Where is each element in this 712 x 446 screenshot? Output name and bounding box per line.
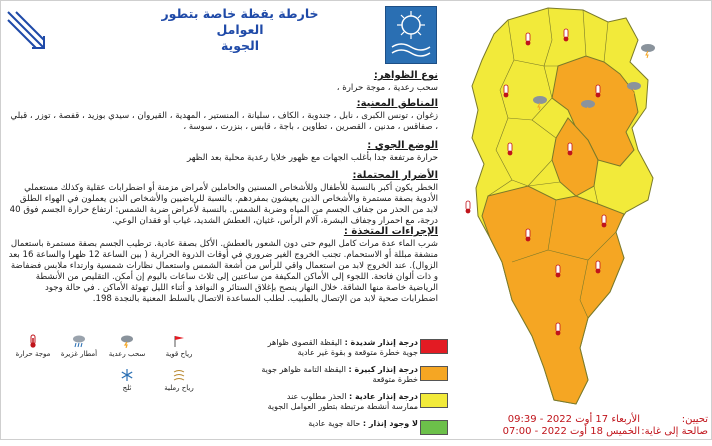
weather-text: حرارة مرتفعة جدا بأغلب الجهات مع ظهور خلايا رعدية محلية بعد الظهر [186, 153, 438, 163]
sand-wind-icon [172, 368, 186, 382]
level-normal [258, 392, 448, 416]
phenomena-heading: نوع الظواهر: [373, 70, 438, 81]
snow-icon [120, 368, 134, 382]
legend-strong-wind [156, 334, 202, 359]
section-risks [8, 170, 438, 227]
heatwave-icon [556, 323, 561, 335]
issued-label: تحيين: [681, 414, 708, 425]
level-desc: اليقظة القصوى ظواهر جوية خطرة متوقعة و بقوة غير عادية [267, 338, 418, 357]
level-desc: حالة جوية عادية [308, 419, 361, 428]
legend-icons [10, 334, 245, 404]
legend-label: موجة حرارة [15, 350, 51, 358]
arrow-logo-icon [4, 8, 48, 52]
heatwave-icon [508, 143, 513, 155]
heatwave-icon [564, 29, 569, 41]
legend-label: سحب رعدية [108, 350, 146, 358]
heatwave-icon [526, 229, 531, 241]
thunderstorm-icon [641, 44, 655, 58]
level-swatch [420, 393, 448, 408]
regions-heading: المناطق المعنية: [356, 98, 438, 109]
level-title: درجة إنذار شديدة : [344, 338, 418, 347]
legend-heavy-rain [56, 334, 102, 359]
warning-levels [258, 338, 448, 446]
heatwave-icon [596, 85, 601, 97]
legend-label: ثلج [122, 384, 132, 392]
level-title: درجة إنذار عادية : [348, 392, 418, 401]
legend-label: رياح رملية [164, 384, 194, 392]
section-actions [8, 226, 438, 305]
heatwave-icon [26, 334, 40, 348]
legend-heatwave [10, 334, 56, 359]
valid-until-label: صالحة إلى غاية: [641, 426, 708, 437]
risks-text: الخطر يكون أكبر بالنسبة للأطفال وللأشخاص المسنين والحاملين لأمراض مزمنة أو اضطرابات عقلية وكذلك مستعملي الأدوية بصفة مستمرة والأشخاص الذين يعيشون بمفردهم. بالنسبة للرياضيين والأشخاص الذين يعملون في الهواء الطلق لابد من الحذر من جفاف الجسم من المياه وضربة الشمس. بالنسبة لأعراض ضربة الشمس: ارتفاع حرارة الجسم فوق 40 درجة، مع احمرار وجفاف البشرة، آلام الرأس، غثيان، العطش الشديد، غياب أو فقدان الوعي. [9, 183, 438, 226]
level-high [258, 365, 448, 389]
heatwave-icon [602, 215, 607, 227]
heatwave-icon [526, 33, 531, 45]
level-title: لا وجود إنذار : [362, 419, 418, 428]
level-desc: الحذر مطلوب عند ممارسة أنشطة مرتبطة بتطور العوامل الجوية [267, 392, 418, 411]
heatwave-icon [466, 201, 471, 213]
page-title [140, 6, 340, 54]
level-severe [258, 338, 448, 362]
heatwave-icon [556, 265, 561, 277]
validity-footer [430, 414, 710, 438]
heatwave-icon [504, 85, 509, 97]
issued-value: الأربعاء 17 أوت 2022 - 09:39 [507, 414, 640, 425]
legend-thunderstorm [104, 334, 150, 359]
weather-heading: الوضع الجوي : [367, 140, 438, 151]
legend-label: رياح قوية [165, 350, 193, 358]
level-swatch [420, 339, 448, 354]
actions-heading: الإجراءات المتخذة : [343, 226, 438, 237]
level-title: درجة إنذار كبيرة : [348, 365, 418, 374]
section-weather [8, 140, 438, 164]
risks-heading: الأضرار المحتملة: [352, 170, 438, 181]
institute-logo [385, 6, 437, 64]
valid-until-value: الخميس 18 أوت 2022 - 07:00 [502, 426, 640, 437]
tunisia-warning-map [448, 0, 710, 412]
thunderstorm-icon [120, 334, 134, 348]
level-desc: اليقظة التامة ظواهر جوية خطرة متوقعة [261, 365, 418, 384]
section-phenomena [8, 70, 438, 94]
legend-snow [104, 368, 150, 393]
title-line-2: الجوية [220, 38, 260, 53]
section-regions [8, 98, 438, 133]
strong-wind-icon [172, 334, 186, 348]
regions-text: زغوان ، تونس الكبرى ، نابل ، جندوبة ، الكاف ، سليانة ، المنستير ، المهدية ، القيروان ، سيدي بوزيد ، قفصة ، توزر ، قبلي ، صفاقس ، مدنين ، القصرين ، تطاوين ، باجة ، قابس ، بنزرت ، سوسة ، [10, 111, 438, 132]
heatwave-icon [596, 261, 601, 273]
legend-sand-wind [156, 368, 202, 393]
phenomena-text: سحب رعدية ، موجة حرارة ، [336, 83, 438, 93]
legend-label: أمطار غزيرة [60, 350, 98, 358]
level-swatch [420, 366, 448, 381]
heatwave-icon [568, 143, 573, 155]
level-none [258, 419, 448, 443]
heavy-rain-icon [72, 334, 86, 348]
actions-text: شرب الماء عدة مرات كامل اليوم حتى دون الشعور بالعطش. الأكل بصفة عادية. ترطيب الجسم بصفة مستمرة باستعمال منشفة مبللة أو الاستحمام. تجنب الخروج الغير ضروري في أوقات الذروة الحرارية ( بين الساعة 12 ظهرا والساعة 16 بعد الزوال). عند الخروج لابد من استعمال واقي للرأس من أشعة الشمس واستعمال نظارات شمسية وارتداء ملابس فضفاضة و ذات ألوان فاتحة. اللجوء إلى الأماكن المكيفة من ساعتين إلى ثلاث ساعات باليوم إن أمكن. التقليص من الأنشطة الرياضية خاصة منها الشاقة. خلال النهار ينصح بإغلاق الستائر و النوافذ و أثناء الليل تهوئة الأماكن . في حالة وجود اضطرابات صحية لابد من الإتصال بالطبيب. لطلب المساعدة الاتصال بالسلط المعنية بالنجدة 198. [8, 239, 438, 304]
title-line-1: خارطة يقظة خاصة بتطور العوامل [161, 6, 319, 37]
